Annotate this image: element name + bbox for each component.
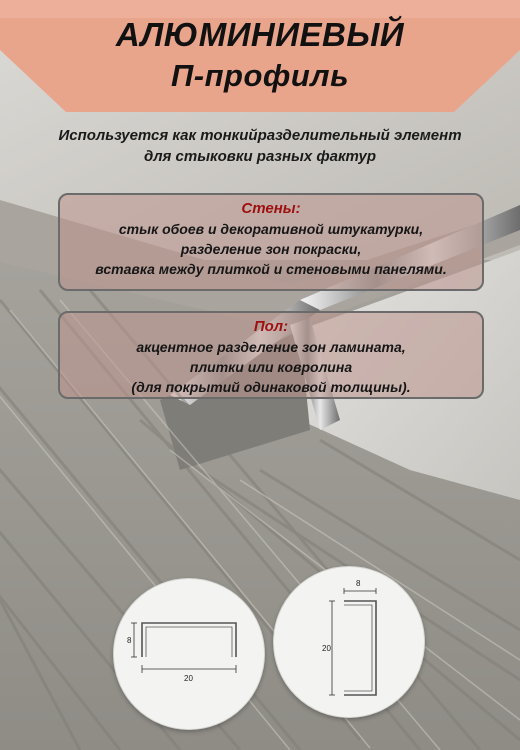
floor-line-1: акцентное разделение зон ламината,: [136, 339, 406, 355]
title-line-1: АЛЮМИНИЕВЫЙ: [115, 16, 405, 53]
height-dimension-label: 8: [127, 636, 132, 645]
walls-heading: Стены:: [241, 200, 301, 217]
width-dimension-label: 20: [184, 674, 193, 683]
u-profile-shape: [142, 623, 236, 657]
profile-diagram-horizontal: [113, 578, 265, 730]
profile-diagram-vertical: [273, 566, 425, 718]
width-dimension-label: 8: [356, 579, 361, 588]
floor-info-box: [58, 311, 484, 399]
intro-line-1: Используется как тонкийразделительный элемент: [58, 127, 462, 144]
floor-heading: Пол:: [253, 318, 289, 335]
walls-info-box: [58, 193, 484, 291]
walls-line-2: разделение зон покраски,: [180, 241, 362, 257]
intro-text: [20, 125, 500, 167]
walls-line-3: вставка между плиткой и стеновыми панелями.: [95, 261, 447, 277]
u-profile-shape-rotated: [344, 601, 376, 695]
walls-line-1: стык обоев и декоративной штукатурки,: [118, 221, 424, 237]
floor-line-2: плитки или ковролина: [189, 359, 353, 375]
title-line-2: П-профиль: [171, 58, 349, 93]
height-dimension-label: 20: [322, 644, 331, 653]
intro-line-2: для стыковки разных фактур: [143, 148, 377, 165]
floor-line-3: (для покрытий одинаковой толщины).: [131, 379, 411, 395]
